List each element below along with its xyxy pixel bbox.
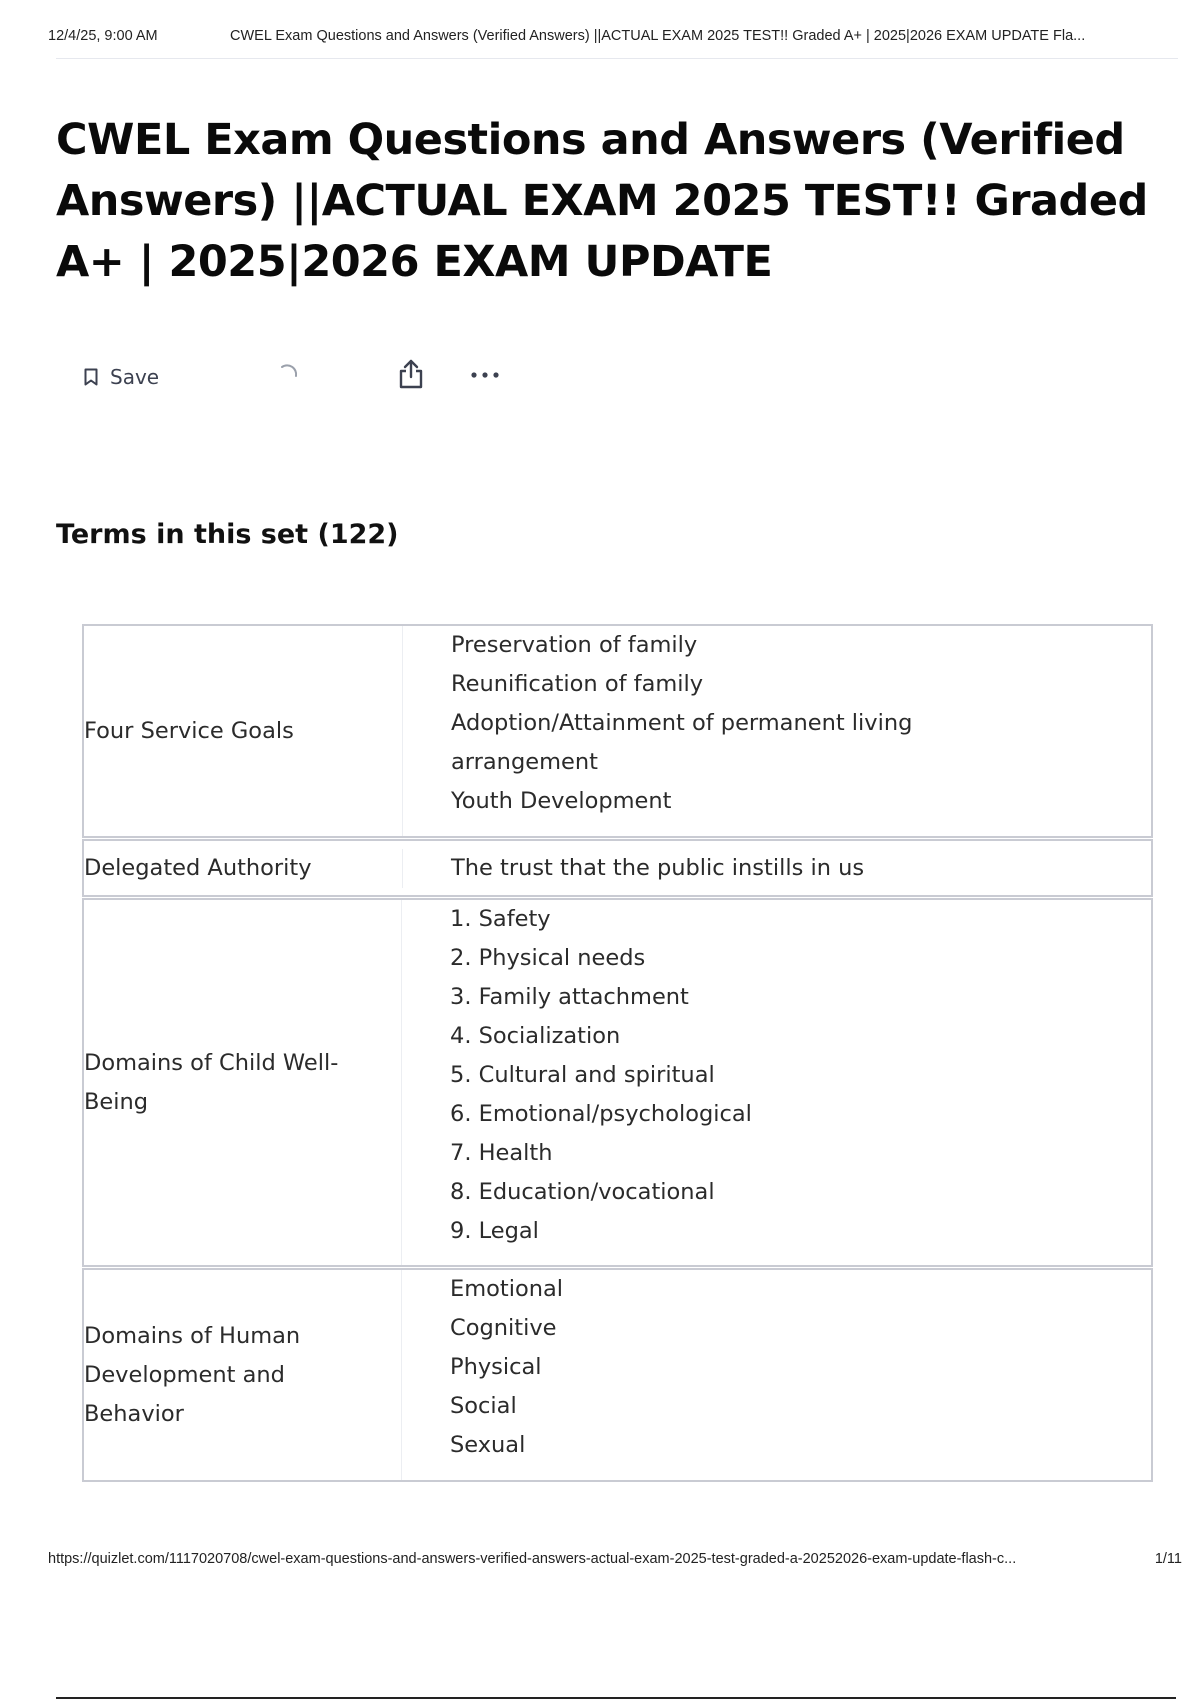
bookmark-icon <box>84 368 98 386</box>
bottom-divider <box>56 1697 1176 1699</box>
definition-line: 8. Education/vocational <box>450 1179 715 1205</box>
header-divider <box>56 58 1178 59</box>
term-text: Four Service Goals <box>84 626 403 836</box>
print-footer <box>48 1551 1182 1567</box>
term-text: Delegated Authority <box>84 849 403 888</box>
definition-line: 3. Family attachment <box>450 984 689 1010</box>
save-button[interactable] <box>84 360 159 394</box>
definition-line: Cognitive <box>450 1315 557 1341</box>
definition-line: 9. Legal <box>450 1218 539 1244</box>
definition-line: Adoption/Attainment of permanent living <box>451 710 913 736</box>
definition-line: Sexual <box>450 1432 526 1458</box>
definition-line: 4. Socialization <box>450 1023 621 1049</box>
terms-list <box>82 624 1153 1483</box>
term-text: Domains of Human Development and Behavior <box>84 1270 402 1480</box>
definition-line: 6. Emotional/psychological <box>450 1101 752 1127</box>
page-url: https://quizlet.com/1117020708/cwel-exam-questions-and-answers-verified-answers-actual-exam-2025-test-graded-a-20252026-exam-update-flash-c... <box>48 1551 1017 1567</box>
definition-line: 2. Physical needs <box>450 945 646 971</box>
term-row <box>82 839 1153 897</box>
print-doc-title: CWEL Exam Questions and Answers (Verified Answers) ||ACTUAL EXAM 2025 TEST!! Graded A+ | 2025|2026 EXAM UPDATE Fla... <box>230 28 1086 44</box>
loading-spinner-icon <box>276 362 300 386</box>
more-icon[interactable] <box>468 362 502 388</box>
definition-line: 7. Health <box>450 1140 553 1166</box>
save-button-label: Save <box>110 365 160 389</box>
definition-line: Physical <box>450 1354 542 1380</box>
term-definition <box>403 626 1151 836</box>
term-row <box>82 1268 1153 1482</box>
definition-line: Youth Development <box>451 788 672 814</box>
print-header <box>48 28 1152 44</box>
definition-line: Reunification of family <box>451 671 704 697</box>
term-definition <box>403 849 1151 888</box>
term-definition <box>402 900 1151 1265</box>
definition-line: Emotional <box>450 1276 564 1302</box>
definition-line: Preservation of family <box>451 632 698 658</box>
share-icon[interactable] <box>396 358 426 390</box>
term-definition <box>402 1270 1151 1480</box>
definition-line: Social <box>450 1393 517 1419</box>
term-row <box>82 624 1153 838</box>
page-number: 1/11 <box>1154 1551 1182 1567</box>
term-text: Domains of Child Well-Being <box>84 900 402 1265</box>
definition-line: arrangement <box>451 749 598 775</box>
terms-heading: Terms in this set (122) <box>56 519 399 550</box>
page-title: CWEL Exam Questions and Answers (Verified Answers) ||ACTUAL EXAM 2025 TEST!! Graded A+ | 2025|2026 EXAM UPDATE <box>56 115 1148 287</box>
term-row <box>82 898 1153 1267</box>
definition-line: 1. Safety <box>450 906 551 932</box>
definition-line: 5. Cultural and spiritual <box>450 1062 715 1088</box>
print-date: 12/4/25, 9:00 AM <box>48 28 158 44</box>
definition-line: The trust that the public instills in us <box>451 854 865 881</box>
